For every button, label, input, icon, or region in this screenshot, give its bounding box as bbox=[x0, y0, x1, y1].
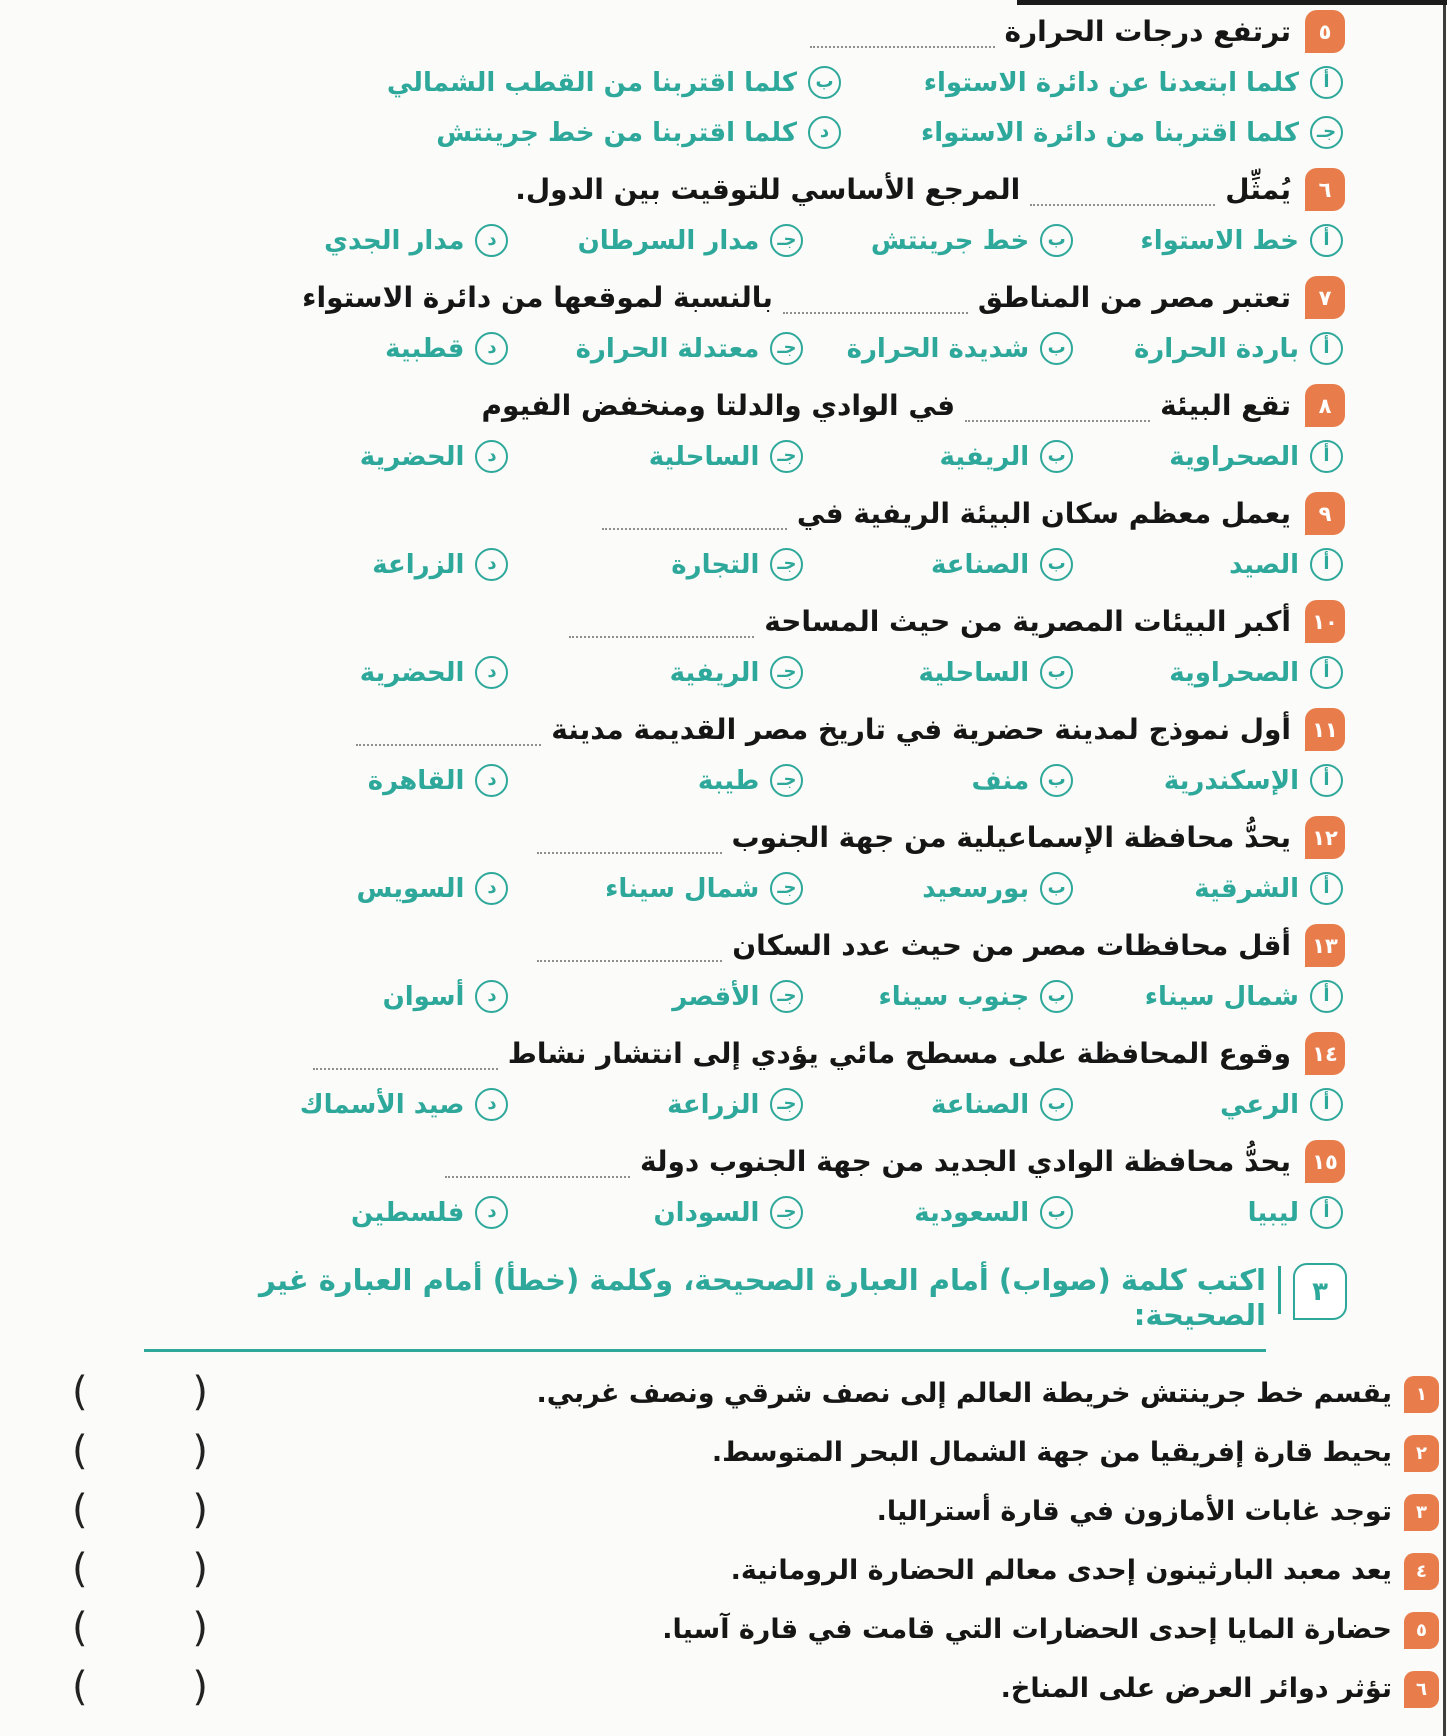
mcq-option[interactable] bbox=[88, 548, 508, 581]
scan-artifact-right-edge-line bbox=[1443, 0, 1446, 1736]
option-letter-circle: أ bbox=[1310, 332, 1343, 365]
mcq-option[interactable] bbox=[508, 872, 803, 905]
mcq-option[interactable] bbox=[88, 1196, 508, 1229]
option-letter-circle: د bbox=[475, 332, 508, 365]
statement-text: يقسم خط جرينتش خريطة العالم إلى نصف شرقي ونصف غربي. bbox=[536, 1378, 1392, 1410]
option-label: السويس bbox=[356, 873, 465, 904]
statement-number-badge: ٦ bbox=[1404, 1671, 1439, 1708]
statement-text: توجد غابات الأمازون في قارة أستراليا. bbox=[876, 1496, 1392, 1528]
mcq-option[interactable] bbox=[803, 764, 1073, 797]
mcq-option[interactable] bbox=[1073, 1088, 1343, 1121]
option-label: صيد الأسماك bbox=[299, 1089, 465, 1120]
close-paren: ) bbox=[192, 1427, 208, 1474]
option-label: الصحراوية bbox=[1169, 441, 1299, 472]
options-row bbox=[88, 656, 1345, 689]
option-label: الإسكندرية bbox=[1163, 765, 1299, 796]
true-false-statement bbox=[66, 1486, 1439, 1536]
true-false-statement bbox=[66, 1545, 1439, 1595]
answer-blank[interactable] bbox=[569, 614, 754, 638]
mcq-option[interactable] bbox=[508, 332, 803, 365]
question-text-after: بالنسبة لموقعها من دائرة الاستواء bbox=[302, 280, 773, 314]
option-label: الصحراوية bbox=[1169, 657, 1299, 688]
mcq-question bbox=[88, 1032, 1345, 1121]
true-false-instruction: اكتب كلمة (صواب) أمام العبارة الصحيحة، وكلمة (خطأ) أمام العبارة غير الصحيحة: bbox=[144, 1263, 1266, 1352]
option-letter-circle: ب bbox=[808, 66, 841, 99]
mcq-option[interactable] bbox=[1073, 872, 1343, 905]
question-text bbox=[346, 709, 1291, 751]
question-text-before: تعتبر مصر من المناطق bbox=[977, 280, 1291, 314]
mcq-option[interactable] bbox=[88, 764, 508, 797]
option-label: أسوان bbox=[382, 981, 465, 1012]
option-letter-circle: د bbox=[475, 764, 508, 797]
option-letter-circle: جـ bbox=[770, 548, 803, 581]
question-number-badge: ١٥ bbox=[1305, 1140, 1345, 1183]
mcq-question bbox=[88, 492, 1345, 581]
option-label: الساحلية bbox=[648, 441, 760, 472]
option-label: الشرقية bbox=[1194, 873, 1299, 904]
question-text-before: يحدُّ محافظة الإسماعيلية من جهة الجنوب bbox=[731, 820, 1291, 854]
question-line bbox=[88, 708, 1345, 751]
mcq-option[interactable] bbox=[508, 548, 803, 581]
question-line bbox=[88, 816, 1345, 859]
mcq-option[interactable] bbox=[88, 66, 841, 99]
true-false-statement-list bbox=[66, 1368, 1439, 1713]
option-letter-circle: ب bbox=[1040, 332, 1073, 365]
question-text-before: ترتفع درجات الحرارة bbox=[1004, 14, 1291, 48]
mcq-option[interactable] bbox=[508, 656, 803, 689]
mcq-option[interactable] bbox=[88, 224, 508, 257]
answer-blank[interactable] bbox=[810, 24, 995, 48]
option-letter-circle: د bbox=[475, 1196, 508, 1229]
option-label: قطبية bbox=[385, 333, 465, 364]
option-label: كلما ابتعدنا عن دائرة الاستواء bbox=[923, 67, 1299, 98]
option-letter-circle: ب bbox=[1040, 764, 1073, 797]
question-number-badge: ١٠ bbox=[1305, 600, 1345, 643]
option-label: كلما اقتربنا من دائرة الاستواء bbox=[921, 117, 1299, 148]
answer-parentheses[interactable] bbox=[66, 1546, 214, 1592]
option-label: خط جرينتش bbox=[870, 225, 1030, 256]
mcq-option[interactable] bbox=[803, 440, 1073, 473]
true-false-section bbox=[0, 1263, 1447, 1713]
option-letter-circle: جـ bbox=[770, 980, 803, 1013]
option-label: السودان bbox=[653, 1197, 760, 1228]
option-label: بورسعيد bbox=[922, 873, 1030, 904]
option-letter-circle: ب bbox=[1040, 872, 1073, 905]
question-line bbox=[88, 10, 1345, 53]
mcq-option[interactable] bbox=[841, 116, 1343, 149]
question-text bbox=[592, 493, 1291, 535]
section-number-badge: ٣ bbox=[1293, 1263, 1347, 1320]
option-letter-circle: أ bbox=[1310, 656, 1343, 689]
question-number-badge: ٥ bbox=[1305, 10, 1345, 53]
mcq-option[interactable] bbox=[1073, 548, 1343, 581]
options-row bbox=[88, 548, 1345, 581]
option-label: جنوب سيناء bbox=[878, 981, 1030, 1012]
options-row bbox=[88, 872, 1345, 905]
question-text-before: وقوع المحافظة على مسطح مائي يؤدي إلى انتشار نشاط bbox=[507, 1036, 1291, 1070]
close-paren: ) bbox=[192, 1486, 208, 1533]
option-label: باردة الحرارة bbox=[1133, 333, 1299, 364]
mcq-option[interactable] bbox=[1073, 980, 1343, 1013]
close-paren: ) bbox=[192, 1663, 208, 1710]
mcq-option[interactable] bbox=[88, 440, 508, 473]
mcq-option[interactable] bbox=[88, 872, 508, 905]
question-text bbox=[515, 169, 1291, 211]
answer-blank[interactable] bbox=[537, 938, 722, 962]
option-label: الريفية bbox=[939, 441, 1030, 472]
option-label: الحضرية bbox=[359, 441, 465, 472]
statement-text: يعد معبد البارثينون إحدى معالم الحضارة الرومانية. bbox=[730, 1555, 1392, 1587]
option-label: كلما اقتربنا من القطب الشمالي bbox=[386, 67, 797, 98]
statement-number-badge: ١ bbox=[1404, 1376, 1439, 1413]
option-letter-circle: ب bbox=[1040, 1088, 1073, 1121]
question-text-before: أكبر البيئات المصرية من حيث المساحة bbox=[764, 604, 1291, 638]
mcq-option[interactable] bbox=[1073, 656, 1343, 689]
option-letter-circle: أ bbox=[1310, 1196, 1343, 1229]
option-letter-circle: أ bbox=[1310, 1088, 1343, 1121]
answer-blank[interactable] bbox=[965, 398, 1150, 422]
answer-blank[interactable] bbox=[602, 506, 787, 530]
mcq-option[interactable] bbox=[1073, 224, 1343, 257]
answer-parentheses[interactable] bbox=[66, 1605, 214, 1651]
statement-text: تؤثر دوائر العرض على المناخ. bbox=[1000, 1673, 1392, 1705]
option-label: طيبة bbox=[697, 765, 760, 796]
option-letter-circle: جـ bbox=[770, 332, 803, 365]
question-text bbox=[559, 601, 1291, 643]
question-line bbox=[88, 276, 1345, 319]
mcq-option[interactable] bbox=[508, 440, 803, 473]
mcq-question bbox=[88, 168, 1345, 257]
mcq-option[interactable] bbox=[803, 872, 1073, 905]
option-letter-circle: جـ bbox=[1310, 116, 1343, 149]
option-label: خط الاستواء bbox=[1140, 225, 1299, 256]
option-letter-circle: جـ bbox=[770, 656, 803, 689]
option-label: منف bbox=[971, 765, 1030, 796]
question-number-badge: ١٤ bbox=[1305, 1032, 1345, 1075]
option-label: الزراعة bbox=[372, 549, 465, 580]
mcq-option[interactable] bbox=[508, 224, 803, 257]
mcq-question bbox=[88, 600, 1345, 689]
mcq-question bbox=[88, 924, 1345, 1013]
option-letter-circle: أ bbox=[1310, 548, 1343, 581]
mcq-option[interactable] bbox=[841, 66, 1343, 99]
mcq-option[interactable] bbox=[803, 224, 1073, 257]
question-line bbox=[88, 924, 1345, 967]
question-text-after: في الوادي والدلتا ومنخفض الفيوم bbox=[481, 388, 956, 422]
open-paren: ( bbox=[72, 1368, 88, 1415]
option-label: مدار الجدي bbox=[324, 225, 465, 256]
answer-blank[interactable] bbox=[1030, 182, 1215, 206]
mcq-option[interactable] bbox=[1073, 764, 1343, 797]
question-number-badge: ١٣ bbox=[1305, 924, 1345, 967]
mcq-question bbox=[88, 276, 1345, 365]
answer-blank[interactable] bbox=[445, 1154, 630, 1178]
mcq-option[interactable] bbox=[803, 656, 1073, 689]
option-label: الزراعة bbox=[667, 1089, 760, 1120]
answer-blank[interactable] bbox=[356, 722, 541, 746]
question-number-badge: ٧ bbox=[1305, 276, 1345, 319]
option-label: الصناعة bbox=[930, 549, 1030, 580]
question-number-badge: ١٢ bbox=[1305, 816, 1345, 859]
option-letter-circle: د bbox=[475, 872, 508, 905]
option-letter-circle: أ bbox=[1310, 66, 1343, 99]
mcq-option[interactable] bbox=[803, 1196, 1073, 1229]
option-label: الأقصر bbox=[672, 981, 760, 1012]
question-number-badge: ٨ bbox=[1305, 384, 1345, 427]
question-line bbox=[88, 600, 1345, 643]
statement-text: يحيط قارة إفريقيا من جهة الشمال البحر المتوسط. bbox=[711, 1437, 1392, 1469]
question-line bbox=[88, 1140, 1345, 1183]
option-label: شمال سيناء bbox=[605, 873, 760, 904]
option-letter-circle: د bbox=[808, 116, 841, 149]
answer-blank[interactable] bbox=[783, 290, 968, 314]
option-letter-circle: د bbox=[475, 548, 508, 581]
options-row bbox=[88, 1088, 1345, 1121]
open-paren: ( bbox=[72, 1427, 88, 1474]
statement-number-badge: ٣ bbox=[1404, 1494, 1439, 1531]
option-label: الصناعة bbox=[930, 1089, 1030, 1120]
question-text-before: يعمل معظم سكان البيئة الريفية في bbox=[796, 496, 1291, 530]
mcq-question bbox=[88, 384, 1345, 473]
mcq-option[interactable] bbox=[508, 980, 803, 1013]
mcq-option[interactable] bbox=[88, 332, 508, 365]
option-letter-circle: د bbox=[475, 224, 508, 257]
question-number-badge: ٩ bbox=[1305, 492, 1345, 535]
header-divider bbox=[1278, 1266, 1281, 1314]
mcq-question bbox=[88, 1140, 1345, 1229]
options-row bbox=[88, 224, 1345, 257]
option-label: القاهرة bbox=[367, 765, 465, 796]
option-letter-circle: أ bbox=[1310, 980, 1343, 1013]
option-label: الريفية bbox=[669, 657, 760, 688]
option-label: كلما اقتربنا من خط جرينتش bbox=[436, 117, 797, 148]
option-letter-circle: د bbox=[475, 1088, 508, 1121]
options-row bbox=[88, 980, 1345, 1013]
answer-parentheses[interactable] bbox=[66, 1487, 214, 1533]
option-letter-circle: د bbox=[475, 980, 508, 1013]
mcq-option[interactable] bbox=[88, 1088, 508, 1121]
option-label: الرعي bbox=[1220, 1089, 1299, 1120]
answer-blank[interactable] bbox=[537, 830, 722, 854]
option-letter-circle: د bbox=[475, 656, 508, 689]
option-letter-circle: جـ bbox=[770, 764, 803, 797]
option-label: الصيد bbox=[1229, 549, 1299, 580]
question-number-badge: ٦ bbox=[1305, 168, 1345, 211]
scan-artifact-top-line bbox=[1017, 0, 1447, 5]
option-label: التجارة bbox=[671, 549, 760, 580]
mcq-option[interactable] bbox=[803, 548, 1073, 581]
option-label: ليبيا bbox=[1247, 1197, 1299, 1228]
option-letter-circle: د bbox=[475, 440, 508, 473]
option-letter-circle: ب bbox=[1040, 224, 1073, 257]
mcq-option[interactable] bbox=[88, 116, 841, 149]
options-row bbox=[88, 332, 1345, 365]
question-text bbox=[482, 385, 1292, 427]
option-label: شمال سيناء bbox=[1144, 981, 1299, 1012]
question-text bbox=[303, 1033, 1291, 1075]
option-letter-circle: جـ bbox=[770, 872, 803, 905]
mcq-option[interactable] bbox=[1073, 1196, 1343, 1229]
mcq-question bbox=[88, 708, 1345, 797]
statement-number-badge: ٢ bbox=[1404, 1435, 1439, 1472]
mcq-option[interactable] bbox=[803, 1088, 1073, 1121]
question-text-before: أقل محافظات مصر من حيث عدد السكان bbox=[732, 928, 1291, 962]
answer-parentheses[interactable] bbox=[66, 1428, 214, 1474]
question-text bbox=[302, 277, 1291, 319]
mcq-option[interactable] bbox=[508, 1088, 803, 1121]
open-paren: ( bbox=[72, 1663, 88, 1710]
mcq-option[interactable] bbox=[1073, 332, 1343, 365]
option-letter-circle: ب bbox=[1040, 548, 1073, 581]
question-text-after: المرجع الأساسي للتوقيت بين الدول. bbox=[515, 172, 1021, 206]
open-paren: ( bbox=[72, 1604, 88, 1651]
option-letter-circle: جـ bbox=[770, 1088, 803, 1121]
option-letter-circle: جـ bbox=[770, 440, 803, 473]
option-letter-circle: أ bbox=[1310, 440, 1343, 473]
options-row bbox=[88, 764, 1345, 797]
question-line bbox=[88, 1032, 1345, 1075]
mcq-option[interactable] bbox=[803, 332, 1073, 365]
answer-parentheses[interactable] bbox=[66, 1664, 214, 1710]
mcq-option[interactable] bbox=[1073, 440, 1343, 473]
mcq-option[interactable] bbox=[88, 980, 508, 1013]
question-text bbox=[527, 817, 1291, 859]
mcq-question-list bbox=[88, 10, 1345, 1229]
close-paren: ) bbox=[192, 1604, 208, 1651]
options-row bbox=[88, 66, 1345, 149]
option-letter-circle: أ bbox=[1310, 764, 1343, 797]
option-letter-circle: أ bbox=[1310, 872, 1343, 905]
open-paren: ( bbox=[72, 1486, 88, 1533]
question-text-before: يُمثِّل bbox=[1225, 172, 1291, 206]
true-false-header bbox=[144, 1263, 1347, 1352]
option-letter-circle: جـ bbox=[770, 224, 803, 257]
answer-parentheses[interactable] bbox=[66, 1369, 214, 1415]
mcq-question bbox=[88, 10, 1345, 149]
question-text bbox=[435, 1141, 1291, 1183]
option-letter-circle: ب bbox=[1040, 980, 1073, 1013]
mcq-option[interactable] bbox=[803, 980, 1073, 1013]
question-number-badge: ١١ bbox=[1305, 708, 1345, 751]
question-text-before: أول نموذج لمدينة حضرية في تاريخ مصر القديمة مدينة bbox=[551, 712, 1291, 746]
options-row bbox=[88, 440, 1345, 473]
question-line bbox=[88, 492, 1345, 535]
option-letter-circle: ب bbox=[1040, 440, 1073, 473]
question-line bbox=[88, 384, 1345, 427]
option-letter-circle: ب bbox=[1040, 1196, 1073, 1229]
option-label: معتدلة الحرارة bbox=[575, 333, 760, 364]
question-text-before: يحدُّ محافظة الوادي الجديد من جهة الجنوب دولة bbox=[639, 1144, 1291, 1178]
mcq-question bbox=[88, 816, 1345, 905]
option-letter-circle: جـ bbox=[770, 1196, 803, 1229]
option-label: شديدة الحرارة bbox=[846, 333, 1030, 364]
question-text bbox=[527, 925, 1291, 967]
true-false-statement bbox=[66, 1604, 1439, 1654]
close-paren: ) bbox=[192, 1368, 208, 1415]
option-label: الساحلية bbox=[918, 657, 1030, 688]
mcq-option[interactable] bbox=[508, 764, 803, 797]
option-label: الحضرية bbox=[359, 657, 465, 688]
close-paren: ) bbox=[192, 1545, 208, 1592]
option-label: مدار السرطان bbox=[577, 225, 760, 256]
question-text-before: تقع البيئة bbox=[1160, 388, 1291, 422]
option-label: فلسطين bbox=[351, 1197, 465, 1228]
statement-text: حضارة المايا إحدى الحضارات التي قامت في قارة آسيا. bbox=[662, 1614, 1392, 1646]
open-paren: ( bbox=[72, 1545, 88, 1592]
statement-number-badge: ٥ bbox=[1404, 1612, 1439, 1649]
mcq-option[interactable] bbox=[88, 656, 508, 689]
true-false-statement bbox=[66, 1663, 1439, 1713]
answer-blank[interactable] bbox=[313, 1046, 498, 1070]
options-row bbox=[88, 1196, 1345, 1229]
statement-number-badge: ٤ bbox=[1404, 1553, 1439, 1590]
option-letter-circle: ب bbox=[1040, 656, 1073, 689]
option-label: السعودية bbox=[914, 1197, 1030, 1228]
mcq-option[interactable] bbox=[508, 1196, 803, 1229]
true-false-statement bbox=[66, 1368, 1439, 1418]
question-line bbox=[88, 168, 1345, 211]
question-text bbox=[800, 11, 1292, 53]
true-false-statement bbox=[66, 1427, 1439, 1477]
option-letter-circle: أ bbox=[1310, 224, 1343, 257]
